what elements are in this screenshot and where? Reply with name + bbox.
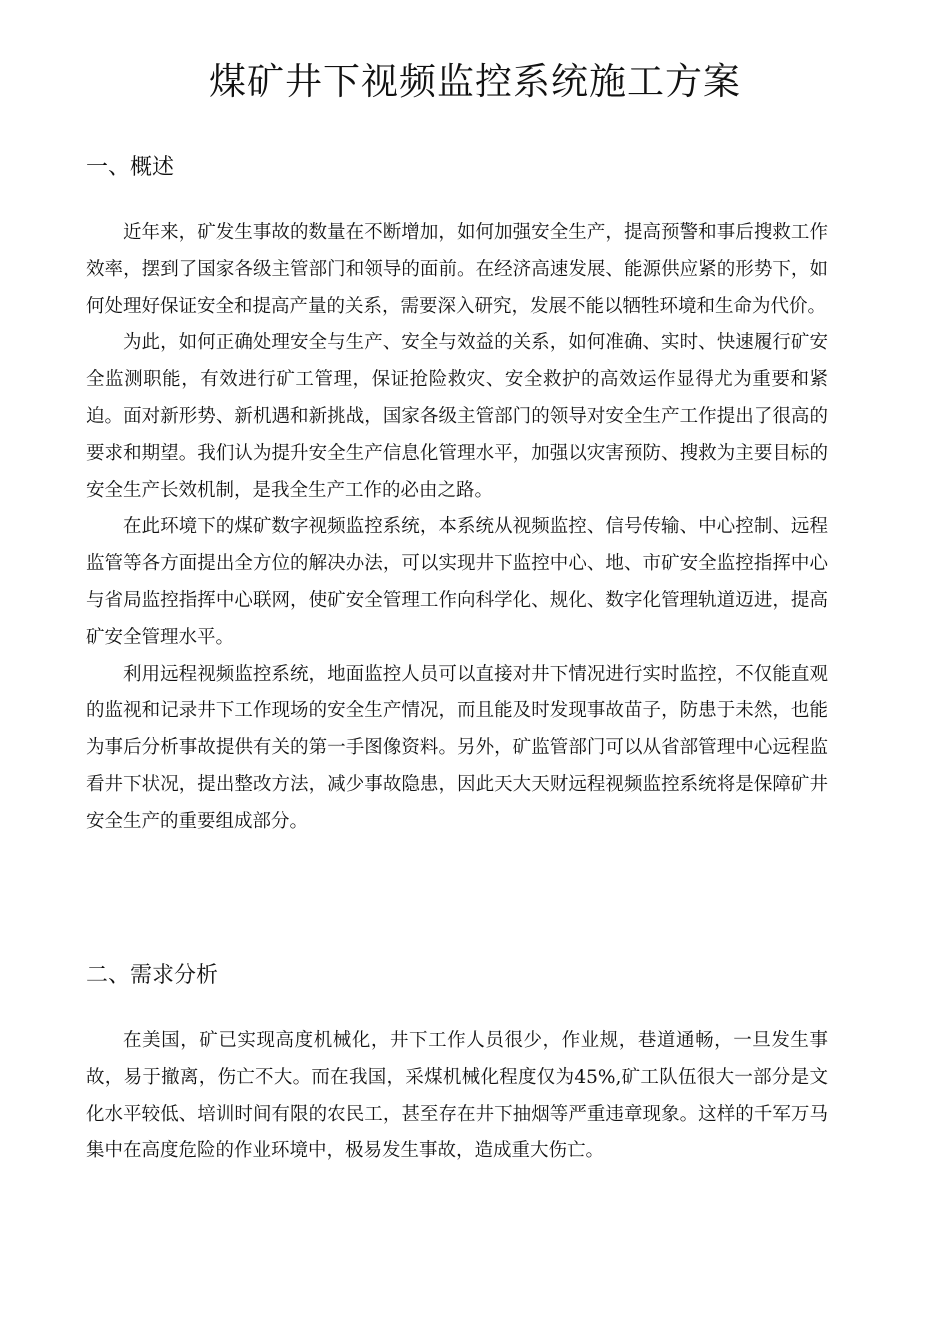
section-body-requirements	[86, 1023, 828, 1170]
paragraph: 在美国，矿已实现高度机械化，井下工作人员很少，作业规，巷道通畅，一旦发生事故，易于撤离，伤亡不大。而在我国，采煤机械化程度仅为45%,矿工队伍很大一部分是文化水平较低、培训时间有限的农民工，甚至存在井下抽烟等严重违章现象。这样的千军万马集中在高度危险的作业环境中，极易发生事故，造成重大伤亡。	[86, 1030, 828, 1162]
paragraph: 在此环境下的煤矿数字视频监控系统，本系统从视频监控、信号传输、中心控制、远程监管等各方面提出全方位的解决办法，可以实现井下监控中心、地、市矿安全监控指挥中心与省局监控指挥中心联网，使矿安全管理工作向科学化、规化、数字化管理轨道迈进，提高矿安全管理水平。	[86, 516, 828, 648]
document-title: 煤矿井下视频监控系统施工方案	[209, 60, 741, 103]
paragraph: 为此，如何正确处理安全与生产、安全与效益的关系，如何准确、实时、快速履行矿安全监测职能，有效进行矿工管理，保证抢险救灾、安全救护的高效运作显得尤为重要和紧迫。面对新形势、新机遇和新挑战，国家各级主管部门的领导对安全生产工作提出了很高的要求和期望。我们认为提升安全生产信息化管理水平，加强以灾害预防、搜救为主要目标的安全生产长效机制，是我全生产工作的必由之路。	[86, 332, 828, 501]
section-body-overview	[86, 215, 828, 841]
section-heading-overview: 一、概述	[86, 155, 175, 180]
paragraph: 近年来，矿发生事故的数量在不断增加，如何加强安全生产，提高预警和事后搜救工作效率，摆到了国家各级主管部门和领导的面前。在经济高速发展、能源供应紧的形势下，如何处理好保证安全和提高产量的关系，需要深入研究，发展不能以牺牲环境和生命为代价。	[86, 222, 828, 317]
paragraph: 利用远程视频监控系统，地面监控人员可以直接对井下情况进行实时监控，不仅能直观的监视和记录井下工作现场的安全生产情况，而且能及时发现事故苗子，防患于未然，也能为事后分析事故提供有关的第一手图像资料。另外，矿监管部门可以从省部管理中心远程监看井下状况，提出整改方法，减少事故隐患，因此天大天财远程视频监控系统将是保障矿井安全生产的重要组成部分。	[86, 663, 828, 832]
section-heading-requirements: 二、需求分析	[86, 963, 219, 988]
